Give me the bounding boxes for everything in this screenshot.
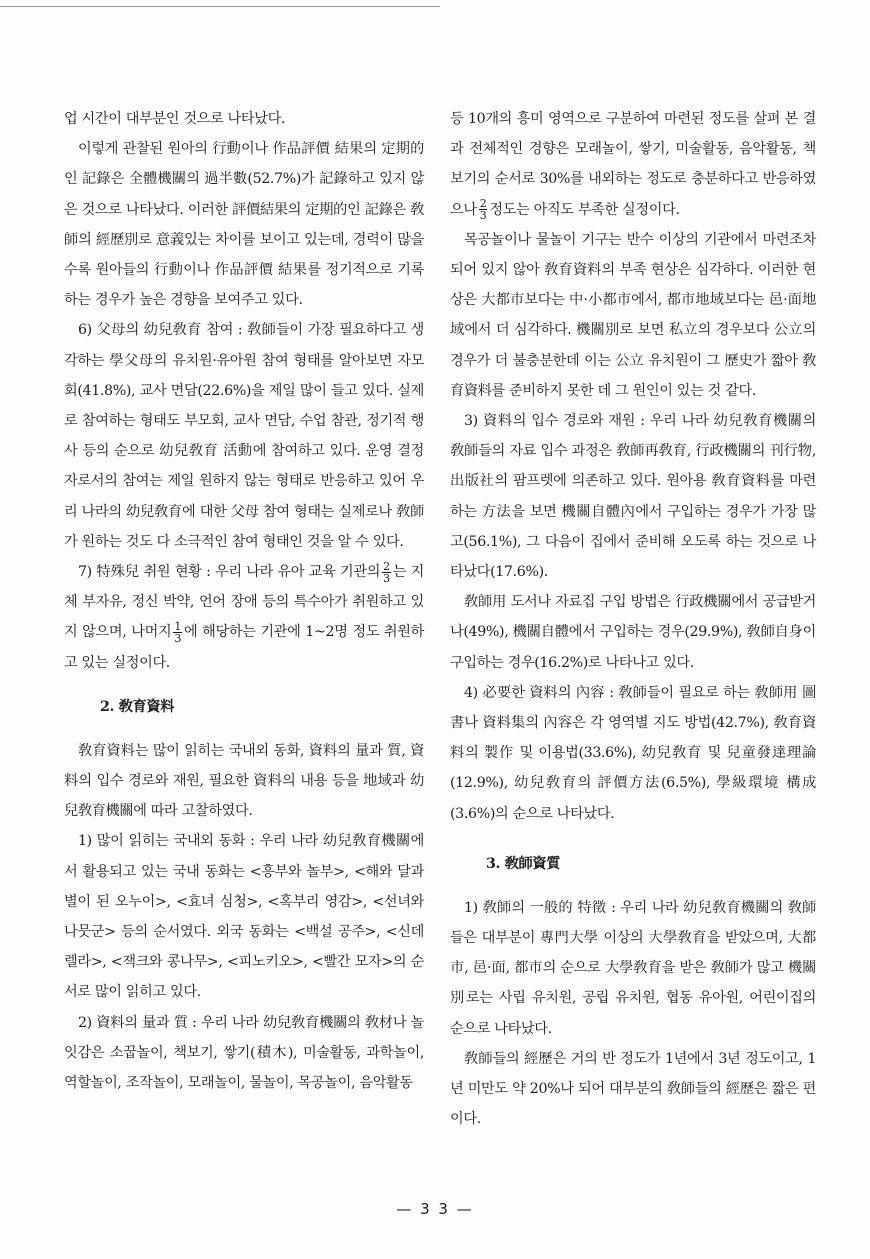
fraction <box>382 561 391 584</box>
paragraph-with-fraction <box>450 104 816 225</box>
fraction-numerator: 2 <box>383 559 390 573</box>
text-run: 는 지체 부자유, 정신 박약, 언어 장애 등의 특수아가 취원하고 있지 않으며, 나머지 <box>64 564 424 641</box>
left-column <box>64 104 424 1098</box>
paragraph: 업 시간이 대부분인 것으로 나타났다. <box>64 111 286 127</box>
right-column <box>450 104 816 1135</box>
fraction-denominator: 3 <box>383 571 390 585</box>
top-rule <box>0 6 440 7</box>
fraction <box>479 198 488 221</box>
paragraph: 1) 敎師의 一般的 特徵 : 우리 나라 幼兒敎育機關의 敎師들은 대부분이 專門大學 이상의 大學敎育을 받았으며, 大都市, 邑·面, 都市의 순으로 大學敎育을 받은 敎師가 많고 機關別로는 사립 유치원, 공립 유치원, 협동 유아원, 어린이집의 순으로 나타났다. <box>450 899 816 1037</box>
paragraph: 2) 資料의 量과 質 : 우리 나라 幼兒敎育機關의 敎材나 놀잇감은 소꿉놀이, 책보기, 쌓기(積木), 미술활동, 과학놀이, 역할놀이, 조작놀이, 모래놀이, 물놀이, 목공놀이, 음악활동 <box>64 1014 424 1092</box>
section-heading: 3. 敎師資質 <box>486 855 561 872</box>
paragraph: 4) 必要한 資料의 內容 : 敎師들이 필요로 하는 敎師用 圖書나 資料集의 內容은 각 영역별 지도 방법(42.7%), 敎育資料의 製作 및 이용법(33.6%), 幼兒敎育 및 兒童發達理論(12.9%), 幼兒敎育의 評價方法(6.5%), 學級環境 構成(3.6%)의 순으로 나타났다. <box>450 684 816 822</box>
fraction-numerator: 2 <box>479 197 487 211</box>
paragraph: 6) 父母의 幼兒敎育 참여 : 敎師들이 가장 필요하다고 생각하는 學父母의 유치원·유아원 참여 형태를 알아보면 자모회(41.8%), 교사 면담(22.6%)을 제일 많이 들고 있다. 실제로 참여하는 형태도 부모회, 교사 면담, 수업 참관, 정기적 행사 등의 순으로 幼兒敎育 活動에 참여하고 있다. 운영 결정자로서의 참여는 제일 원하지 않는 형태로 반응하고 있어 우리 나라의 幼兒敎育에 대한 父母 참여 형태는 실제로나 敎師가 원하는 것도 다 소극적인 참여 형태인 것을 알 수 있다. <box>64 322 424 550</box>
paragraph: 敎育資料는 많이 읽히는 국내외 동화, 資料의 量과 質, 資料의 입수 경로와 재원, 필요한 資料의 내용 등을 地域과 幼兒敎育機關에 따라 고찰하였다. <box>64 742 424 820</box>
text-run: 7) 特殊兒 취원 현황 : 우리 나라 유아 교육 기관의 <box>78 564 381 581</box>
text-run: 정도는 아직도 부족한 실정이다. <box>489 201 680 218</box>
fraction-denominator: 3 <box>479 209 487 223</box>
paragraph: 목공놀이나 물놀이 기구는 반수 이상의 기관에서 마련조차 되어 있지 않아 敎育資料의 부족 현상은 심각하다. 이러한 현상은 大都市보다는 中·小都市에서, 都市地域보다는 邑·面地域에서 더 심각하다. 機關別로 보면 私立의 경우보다 公立의 경우가 더 불충분한데 이는 公立 유치원이 그 歷史가 짧아 敎育資料를 준비하지 못한 데 그 원인이 있는 것 같다. <box>450 231 816 399</box>
paragraph: 1) 많이 읽히는 국내외 동화 : 우리 나라 幼兒敎育機關에서 활용되고 있는 국내 동화는 <흥부와 놀부>, <해와 달과 별이 된 오누이>, <효녀 심청>, <혹부리 영감>, <선녀와 나뭇군> 등의 순서였다. 외국 동화는 <백설 공주>, <신데렐라>, <잭크와 콩나무>, <피노키오>, <빨간 모자>의 순서로 많이 읽히고 있다. <box>64 833 424 1001</box>
paragraph: 3) 資料의 입수 경로와 재원 : 우리 나라 幼兒敎育機關의 敎師들의 자료 입수 과정은 敎師再敎育, 行政機關의 刊行物, 出版社의 팜프렛에 의존하고 있다. 원아용 敎育資料를 마련하는 方法을 보면 機關自體內에서 구입하는 경우가 가장 많고(56.1%), 그 다음이 집에서 준비해 오도록 하는 것으로 나타났다(17.6%). <box>450 413 816 581</box>
paragraph: 敎師들의 經歷은 거의 반 정도가 1년에서 3년 정도이고, 1년 미만도 약 20%나 되어 대부분의 敎師들의 經歷은 짧은 편이다. <box>450 1050 816 1128</box>
fraction-denominator: 3 <box>174 631 181 645</box>
paragraph: 이렇게 관찰된 원아의 行動이나 作品評價 結果의 定期的인 記錄은 全體機關의 過半數(52.7%)가 記錄하고 있지 않은 것으로 나타났다. 이러한 評價結果의 定期的인 記錄은 敎師의 經歷別로 意義있는 차이를 보이고 있는데, 경력이 많을수록 원아들의 行動이나 作品評價 結果를 정기적으로 기록하는 경우가 높은 경향을 보여주고 있다. <box>64 141 424 309</box>
paragraph: 敎師用 도서나 자료집 구입 방법은 行政機關에서 공급받거나(49%), 機關自體에서 구입하는 경우(29.9%), 敎師自身이 구입하는 경우(16.2%)로 나타나고 있다. <box>450 594 816 671</box>
paragraph-with-fractions <box>64 557 424 678</box>
fraction-numerator: 1 <box>174 619 181 633</box>
section-heading: 2. 敎育資料 <box>100 698 175 715</box>
text-run: 등 10개의 흥미 영역으로 구분하여 마련된 정도를 살펴 본 결과 전체적인 경향은 모래놀이, 쌓기, 미술활동, 음악활동, 책보기의 순서로 30%를 내외하는 정도로 충분하다고 반응하였으나 <box>450 111 816 218</box>
fraction <box>173 621 182 644</box>
text-run: 에 해당하는 기관에 1~2명 정도 취원하고 있는 실정이다. <box>64 624 424 671</box>
page-number: — 3 3 — <box>396 1200 474 1218</box>
